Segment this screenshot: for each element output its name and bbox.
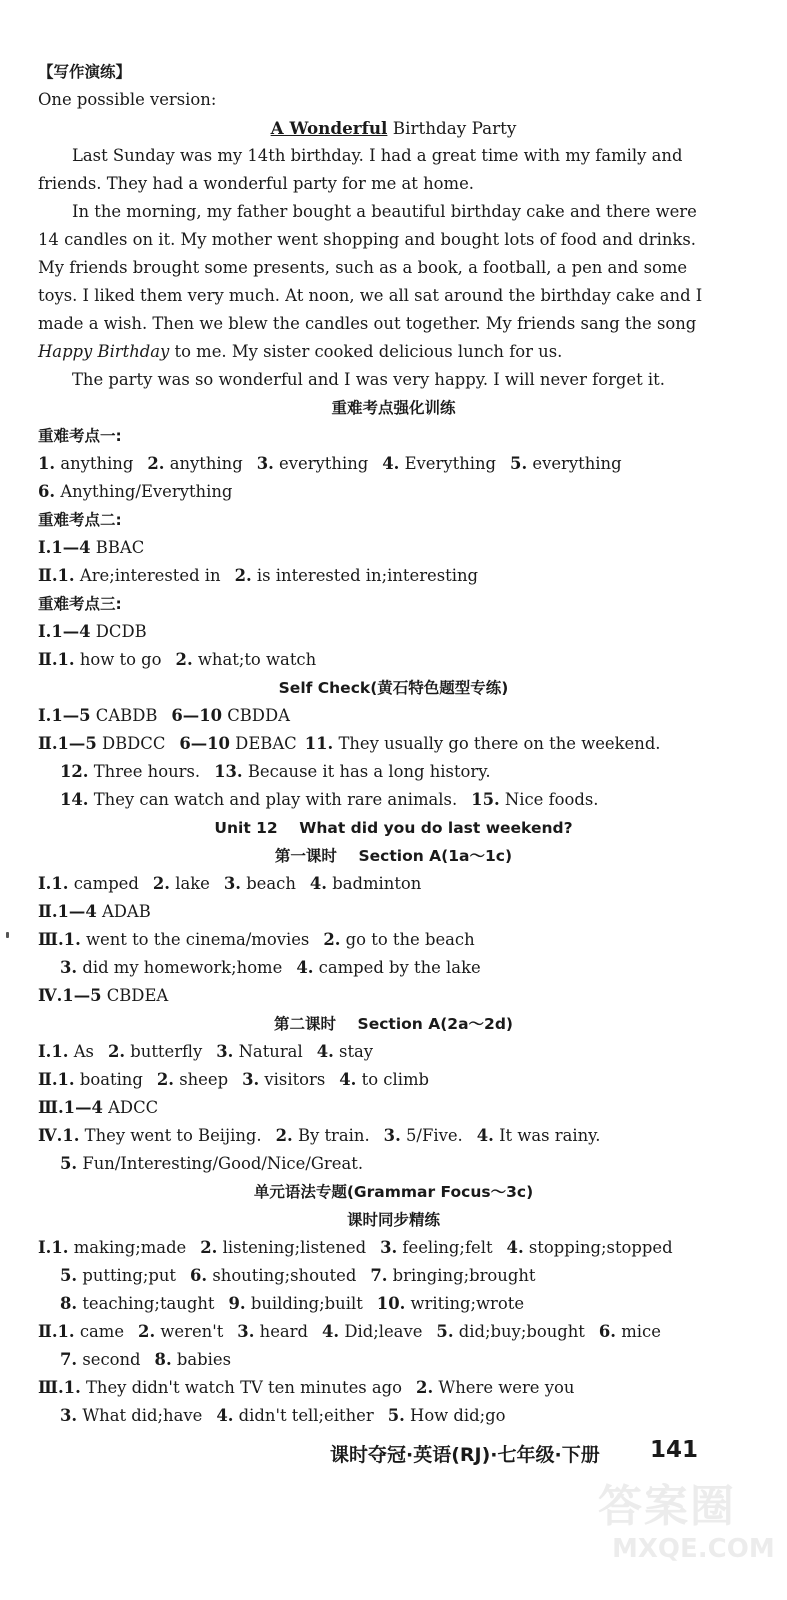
answer-row: Ⅱ.1—4 ADAB (38, 902, 151, 921)
lesson-subtitle: 课时同步精练 (346, 1211, 440, 1229)
essay-line: My friends brought some presents, such as a book, a football, a pen and some (38, 258, 688, 277)
writing-heading: 【写作演练】 (38, 63, 132, 81)
answer-row: 3. did my homework;home 4. camped by the lake (60, 958, 481, 977)
answer-row: Ⅱ.1—5 DBDCC 6—10 DEBAC 11. They usually go there on the weekend. (38, 734, 661, 753)
lesson-title: 单元语法专题(Grammar Focus～3c) (253, 1183, 534, 1201)
answer-row: Ⅱ.1. boating 2. sheep 3. visitors 4. to climb (38, 1070, 429, 1089)
section-title: Self Check(黄石特色题型专练) (278, 679, 509, 697)
answer-row: 5. Fun/Interesting/Good/Nice/Great. (60, 1154, 364, 1173)
answer-row: Ⅰ.1. making;made 2. listening;listened 3. feeling;felt 4. stopping;stopped (38, 1238, 673, 1257)
answer-row: 14. They can watch and play with rare animals. 15. Nice foods. (60, 790, 599, 809)
essay-line: toys. I liked them very much. At noon, we all sat around the birthday cake and I (38, 286, 703, 305)
key-point-label: 重难考点二: (38, 511, 122, 529)
key-point-label: 重难考点一: (38, 427, 122, 445)
answer-row: 12. Three hours. 13. Because it has a long history. (60, 762, 491, 781)
answer-row: Ⅲ.1—4 ADCC (38, 1098, 159, 1117)
song-title: Happy Birthday (38, 342, 170, 361)
essay-line: Happy Birthday to me. My sister cooked delicious lunch for us. (38, 342, 563, 361)
lesson-title: 第一课时 Section A(1a～1c) (274, 847, 513, 865)
answer-row: Ⅰ.1—5 CABDB 6—10 CBDDA (38, 706, 290, 725)
answer-row: 5. putting;put 6. shouting;shouted 7. bringing;brought (60, 1266, 536, 1285)
writing-intro: One possible version: (38, 90, 217, 109)
answer-row: 1. anything 2. anything 3. everything 4. Everything 5. everything (38, 454, 622, 473)
answer-row: 3. What did;have 4. didn't tell;either 5. How did;go (60, 1406, 506, 1425)
essay-line: In the morning, my father bought a beautiful birthday cake and there were (72, 202, 697, 221)
essay-line: The party was so wonderful and I was very happy. I will never forget it. (72, 370, 665, 389)
watermark-url: MXQE.COM (612, 1534, 775, 1564)
answer-row: 6. Anything/Everything (38, 482, 233, 501)
essay-title (0, 118, 787, 138)
answer-row: Ⅰ.1. camped 2. lake 3. beach 4. badminton (38, 874, 422, 893)
essay-title-rest: Birthday Party (387, 118, 517, 138)
essay-line: 14 candles on it. My mother went shopping and bought lots of food and drinks. (38, 230, 696, 249)
essay-line: Last Sunday was my 14th birthday. I had a great time with my family and (72, 146, 683, 165)
essay-line: made a wish. Then we blew the candles out together. My friends sang the song (38, 314, 697, 333)
scan-speck (6, 932, 9, 938)
answer-row: 7. second 8. babies (60, 1350, 231, 1369)
key-point-label: 重难考点三: (38, 595, 122, 613)
watermark-logo: 答案圈 (598, 1481, 736, 1532)
answer-row: Ⅰ.1. As 2. butterfly 3. Natural 4. stay (38, 1042, 374, 1061)
answer-row: Ⅰ.1—4 DCDB (38, 622, 147, 641)
answer-row: Ⅱ.1. came 2. weren't 3. heard 4. Did;leave 5. did;buy;bought 6. mice (38, 1322, 661, 1341)
answer-row: Ⅱ.1. Are;interested in 2. is interested in;interesting (38, 566, 479, 585)
book-title: 课时夺冠·英语(RJ)·七年级·下册 (330, 1444, 600, 1466)
essay-line: friends. They had a wonderful party for me at home. (38, 174, 474, 193)
answer-row: Ⅰ.1—4 BBAC (38, 538, 145, 557)
answer-row: Ⅲ.1. They didn't watch TV ten minutes ago 2. Where were you (38, 1378, 575, 1397)
page-number: 141 (650, 1437, 699, 1463)
unit-title: Unit 12 What did you do last weekend? (214, 819, 573, 837)
answer-row: Ⅳ.1. They went to Beijing. 2. By train. 3. 5/Five. 4. It was rainy. (38, 1126, 601, 1145)
lesson-title: 第二课时 Section A(2a～2d) (273, 1015, 514, 1033)
answer-row: 8. teaching;taught 9. building;built 10. writing;wrote (60, 1294, 525, 1313)
section-title: 重难考点强化训练 (331, 399, 456, 417)
answer-row: Ⅱ.1. how to go 2. what;to watch (38, 650, 317, 669)
essay-title-bold: A Wonderful (270, 118, 388, 138)
watermark (598, 1470, 778, 1590)
answer-row: Ⅳ.1—5 CBDEA (38, 986, 169, 1005)
answer-row: Ⅲ.1. went to the cinema/movies 2. go to the beach (38, 930, 475, 949)
